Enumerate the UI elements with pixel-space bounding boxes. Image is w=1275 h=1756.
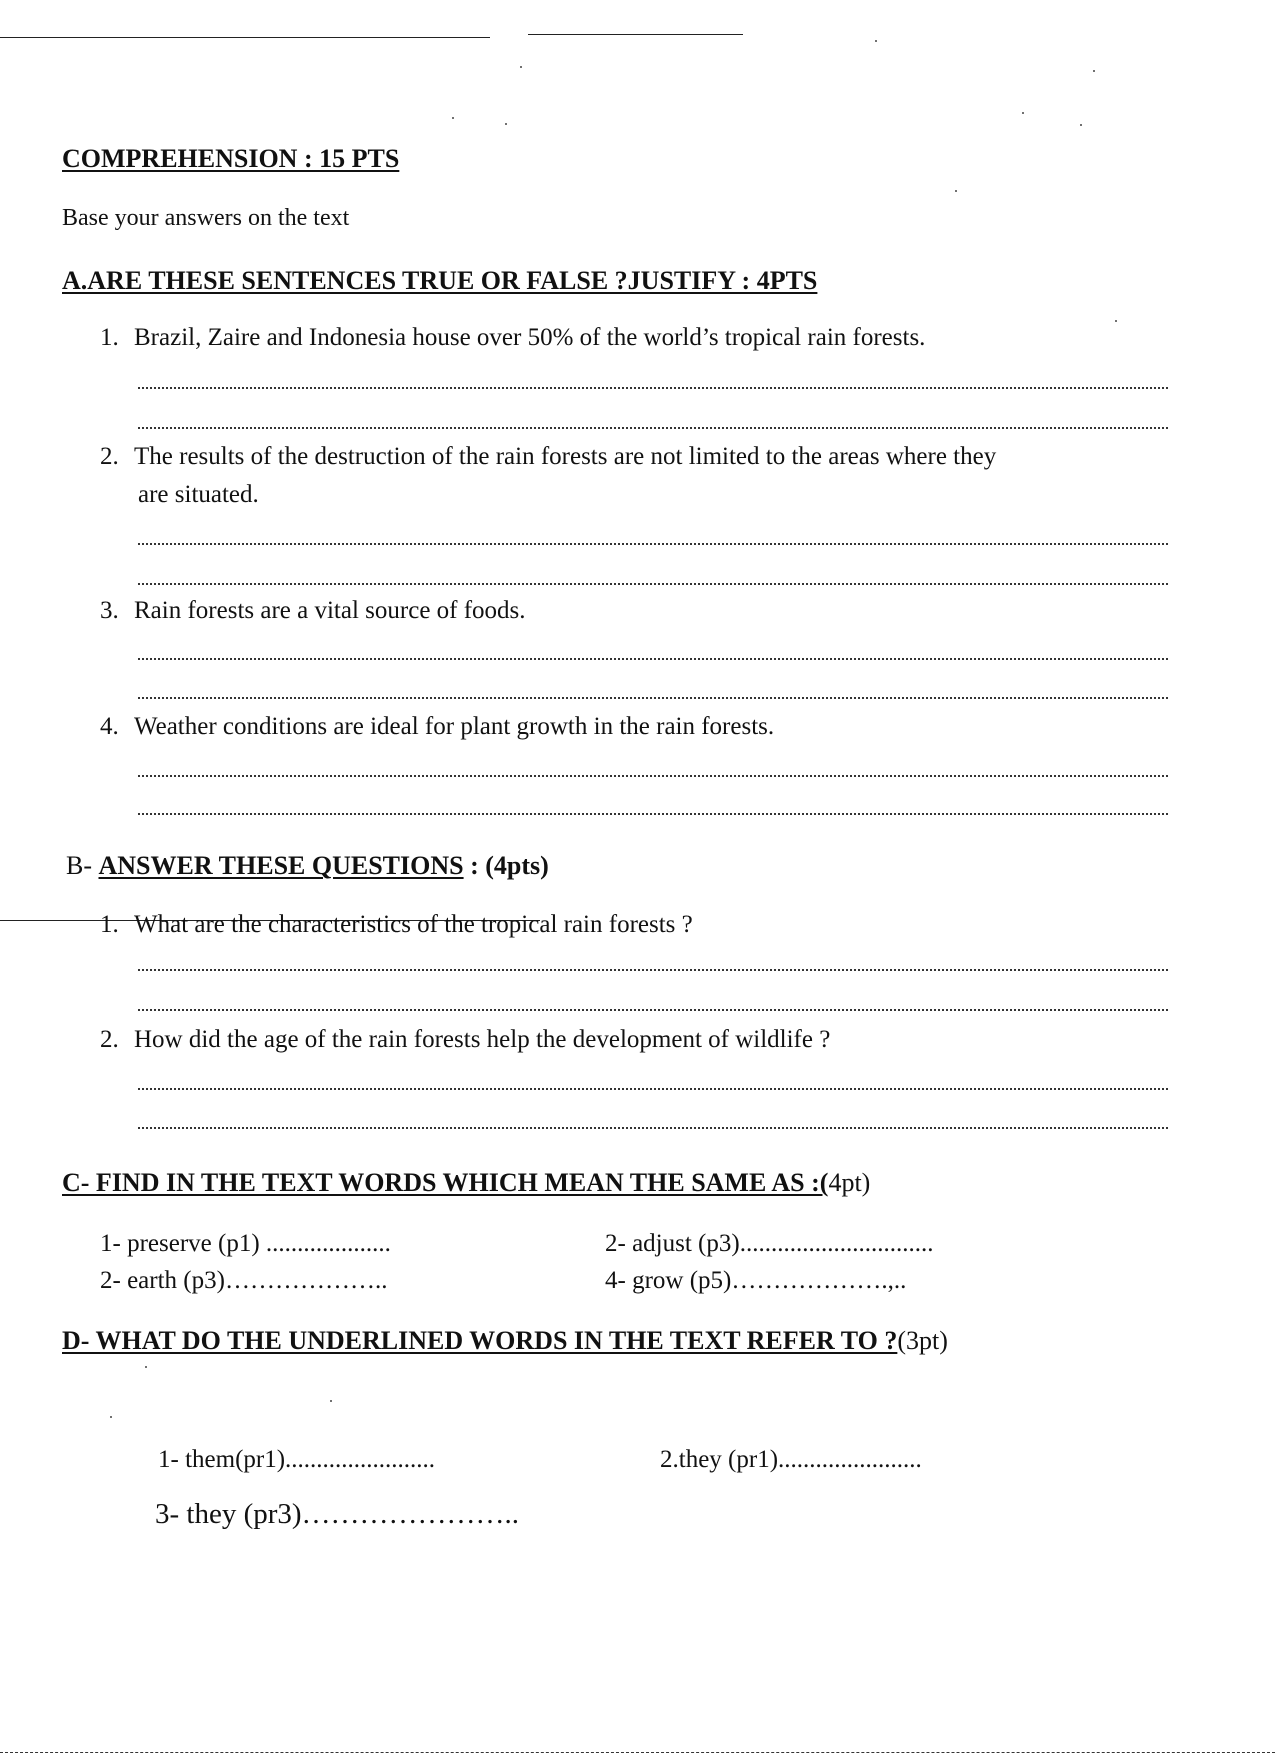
scan-speck xyxy=(330,1400,332,1402)
a4-answer-line-1[interactable] xyxy=(138,775,1168,777)
a1-answer-line-2[interactable] xyxy=(138,427,1168,429)
scan-speck xyxy=(875,40,877,42)
scan-speck xyxy=(145,1366,147,1368)
section-b-prefix: B- xyxy=(66,851,92,880)
a-item-2-continued: are situated. xyxy=(138,481,259,508)
d-item-they-pr1[interactable]: 2.they (pr1)....................... xyxy=(660,1446,922,1473)
a-item-3-number: 3. xyxy=(100,597,119,624)
c-item-grow[interactable]: 4- grow (p5)……………….,.. xyxy=(605,1267,907,1294)
section-b-heading xyxy=(66,851,549,881)
section-b-points: : (4pts) xyxy=(470,851,549,880)
a2-answer-line-1[interactable] xyxy=(138,543,1168,545)
b2-answer-line-2[interactable] xyxy=(138,1127,1168,1129)
a-item-4-text: Weather conditions are ideal for plant growth in the rain forests. xyxy=(134,713,775,740)
a-item-1-text: Brazil, Zaire and Indonesia house over 50% of the world’s tropical rain forests. xyxy=(134,324,926,351)
scan-speck xyxy=(1080,124,1082,126)
scan-speck xyxy=(505,123,507,125)
a-item-3-text: Rain forests are a vital source of foods. xyxy=(134,597,526,624)
a-item-3 xyxy=(100,597,526,625)
scan-speck xyxy=(1093,70,1095,72)
section-c-title: C- FIND IN THE TEXT WORDS WHICH MEAN THE SAME AS :( xyxy=(62,1168,829,1197)
scan-speck xyxy=(1115,320,1117,322)
scan-speck xyxy=(110,1416,112,1418)
section-a-heading: A.ARE THESE SENTENCES TRUE OR FALSE ?JUSTIFY : 4PTS xyxy=(62,266,818,295)
instruction-text: Base your answers on the text xyxy=(62,205,350,231)
b-item-1-text: What are the characteristics of the tropical rain forests ? xyxy=(134,911,693,938)
b-item-1 xyxy=(100,911,693,939)
a-item-2 xyxy=(100,443,996,471)
a-item-4-number: 4. xyxy=(100,713,119,740)
section-d-heading xyxy=(62,1326,948,1356)
b-item-1-number: 1. xyxy=(100,911,119,938)
a3-answer-line-2[interactable] xyxy=(138,697,1168,699)
b1-answer-line-1[interactable] xyxy=(138,969,1168,971)
top-rule-mid xyxy=(528,34,743,35)
scan-speck xyxy=(955,190,957,192)
b-item-2 xyxy=(100,1026,830,1054)
c-item-earth[interactable]: 2- earth (p3)……………….. xyxy=(100,1267,388,1294)
bottom-rule xyxy=(0,1752,1275,1753)
scan-speck xyxy=(452,117,454,119)
a2-answer-line-2[interactable] xyxy=(138,583,1168,585)
page-title: COMPREHENSION : 15 PTS xyxy=(62,144,400,173)
b1-answer-line-2[interactable] xyxy=(138,1009,1168,1011)
c-item-adjust[interactable]: 2- adjust (p3)............................... xyxy=(605,1230,934,1257)
section-c-points: 4pt) xyxy=(828,1168,871,1197)
section-d-title: D- WHAT DO THE UNDERLINED WORDS IN THE TEXT REFER TO ? xyxy=(62,1326,898,1355)
c-item-preserve[interactable]: 1- preserve (p1) .................... xyxy=(100,1230,391,1257)
a-item-4 xyxy=(100,713,774,741)
a-item-2-number: 2. xyxy=(100,443,119,470)
a-item-2-text: The results of the destruction of the rain forests are not limited to the areas where they xyxy=(134,443,997,470)
section-b-title: ANSWER THESE QUESTIONS xyxy=(98,851,464,880)
a1-answer-line-1[interactable] xyxy=(138,387,1168,389)
section-c-heading xyxy=(62,1168,870,1198)
top-rule-left xyxy=(0,37,490,38)
scan-speck xyxy=(520,66,522,68)
a4-answer-line-2[interactable] xyxy=(138,813,1168,815)
a3-answer-line-1[interactable] xyxy=(138,658,1168,660)
a-item-1-number: 1. xyxy=(100,324,119,351)
scan-speck xyxy=(1022,112,1024,114)
d-item-them[interactable]: 1- them(pr1)........................ xyxy=(158,1446,436,1473)
b2-answer-line-1[interactable] xyxy=(138,1088,1168,1090)
section-d-points: (3pt) xyxy=(897,1326,948,1355)
a-item-1 xyxy=(100,324,925,352)
d-item-they-pr3[interactable]: 3- they (pr3)………………….. xyxy=(155,1498,520,1530)
b-item-2-text: How did the age of the rain forests help the development of wildlife ? xyxy=(134,1026,831,1053)
b-item-2-number: 2. xyxy=(100,1026,119,1053)
